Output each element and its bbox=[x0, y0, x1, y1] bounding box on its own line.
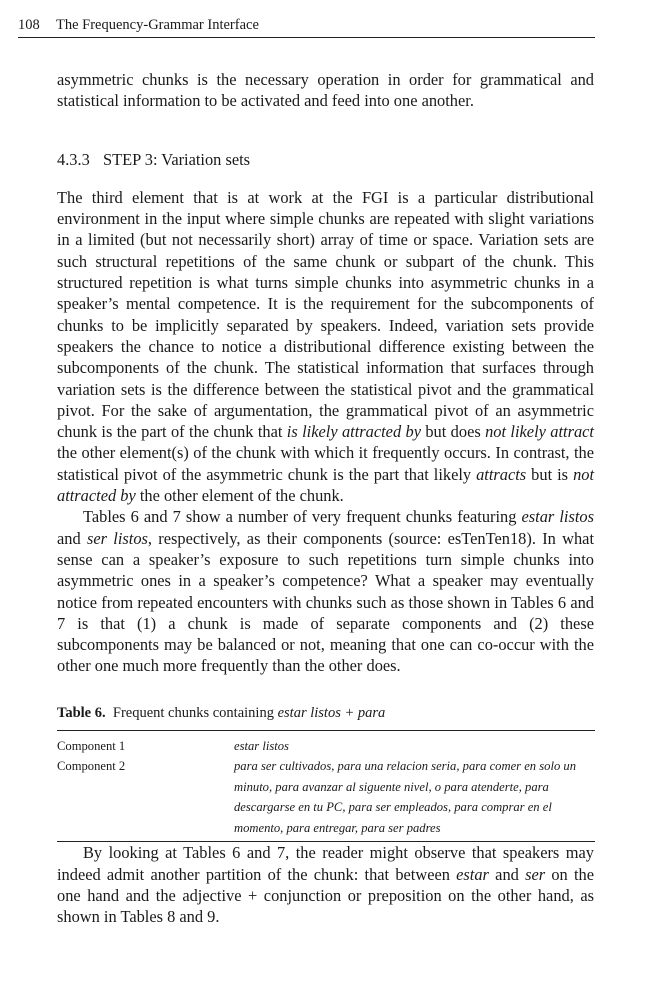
text-run: , respectively, as their components (source: esTenTen18). In what sense can a speaker’s exposure to such repetitions turn simple chunks into asymmetric ones in a speaker’s competence? What a speaker may eventually notice from repeated encounters with chunks such as those shown in Tables 6 and 7 is that (1) a chunk is made of separate components and (2) these subcomponents may be balanced or not, meaning that one can co-occur with the other one much more frequently than the other does. bbox=[57, 528, 595, 676]
emphasis-text: estar bbox=[456, 864, 489, 884]
table-row-label: Component 2 bbox=[57, 759, 126, 774]
table-caption-text: Frequent chunks containing bbox=[112, 704, 274, 721]
emphasis-text: not likely attract bbox=[485, 422, 594, 442]
table-row-value: estar listos bbox=[234, 738, 289, 753]
table-row bbox=[57, 756, 595, 842]
text-run: and bbox=[488, 864, 526, 884]
running-head-title: The Frequency-Grammar Interface bbox=[56, 17, 259, 33]
text-run: but does bbox=[420, 422, 486, 442]
section-number: 4.3.3 bbox=[57, 149, 90, 169]
section-heading bbox=[57, 149, 594, 170]
emphasis-text: estar listos bbox=[521, 507, 594, 527]
section-title: STEP 3: Variation sets bbox=[103, 149, 251, 169]
emphasis-text: not attracted by bbox=[57, 464, 595, 506]
paragraph-partition bbox=[57, 842, 594, 927]
table-caption-label: Table 6. bbox=[57, 704, 106, 721]
table-row-label: Component 1 bbox=[57, 738, 126, 753]
intro-paragraph: asymmetric chunks is the necessary operation in order for grammatical and statistical information to be activated and feed into one another. bbox=[57, 70, 594, 111]
text-run: on the one hand and the adjective + conjunction or preposition on the other hand, as shown in Tables 8 and 9. bbox=[57, 864, 594, 927]
emphasis-text: attracts bbox=[476, 464, 527, 484]
text-run: the other element of the chunk. bbox=[135, 486, 344, 506]
main-content bbox=[57, 69, 594, 927]
emphasis-text: ser bbox=[525, 864, 546, 884]
text-run: The third element that is at work at the FGI is a particular distributional environment in the input where simple chunks are repeated with slight variations in a limited (but not necessarily short) array of time or space. Variation sets are such structural repetitions of the same chunk or subpart of the chunk. This structured repetition is what turns simple chunks into asymmetric chunks in a speaker’s mental competence. It is the requirement for the subcomponents of chunks to be implicitly separated by speakers. Indeed, variation sets provide speakers the chance to notice a distributional difference existing between the subcomponents of the chunk. The statistical information that surfaces through variation sets is the difference between the statistical pivot and the grammatical pivot. For the sake of argumentation, the grammatical pivot of an asymmetric chunk is the part of the chunk that bbox=[57, 187, 594, 442]
table-row bbox=[57, 730, 595, 756]
text-run: Tables 6 and 7 show a number of very frequent chunks featuring bbox=[83, 507, 522, 527]
table-caption bbox=[57, 704, 594, 723]
table-6 bbox=[57, 730, 595, 843]
page-number: 108 bbox=[18, 17, 40, 33]
paragraph-tables-discussion bbox=[57, 506, 594, 676]
text-run: and bbox=[57, 528, 87, 548]
table-row-value: para ser cultivados, para una relacion seria, para comer en solo un minuto, para avanzar al siguente nivel, o para atenderte, para descargarse en tu PC, para ser empleados, para comprar en el momento, para entregar, para ser padres bbox=[234, 759, 576, 835]
running-head bbox=[18, 13, 595, 38]
table-caption-italic: estar listos + para bbox=[277, 704, 386, 721]
emphasis-text: is likely attracted by bbox=[286, 422, 421, 442]
paragraph-variation-sets bbox=[57, 187, 594, 506]
text-run: but is bbox=[526, 464, 574, 484]
text-run: the other element(s) of the chunk with which it frequently occurs. In contrast, the statistical pivot of the asymmetric chunk is the part that likely bbox=[57, 443, 594, 484]
text-run: By looking at Tables 6 and 7, the reader might observe that speakers may indeed admit another partition of the chunk: that between bbox=[57, 843, 594, 884]
emphasis-text: ser listos bbox=[86, 528, 148, 548]
